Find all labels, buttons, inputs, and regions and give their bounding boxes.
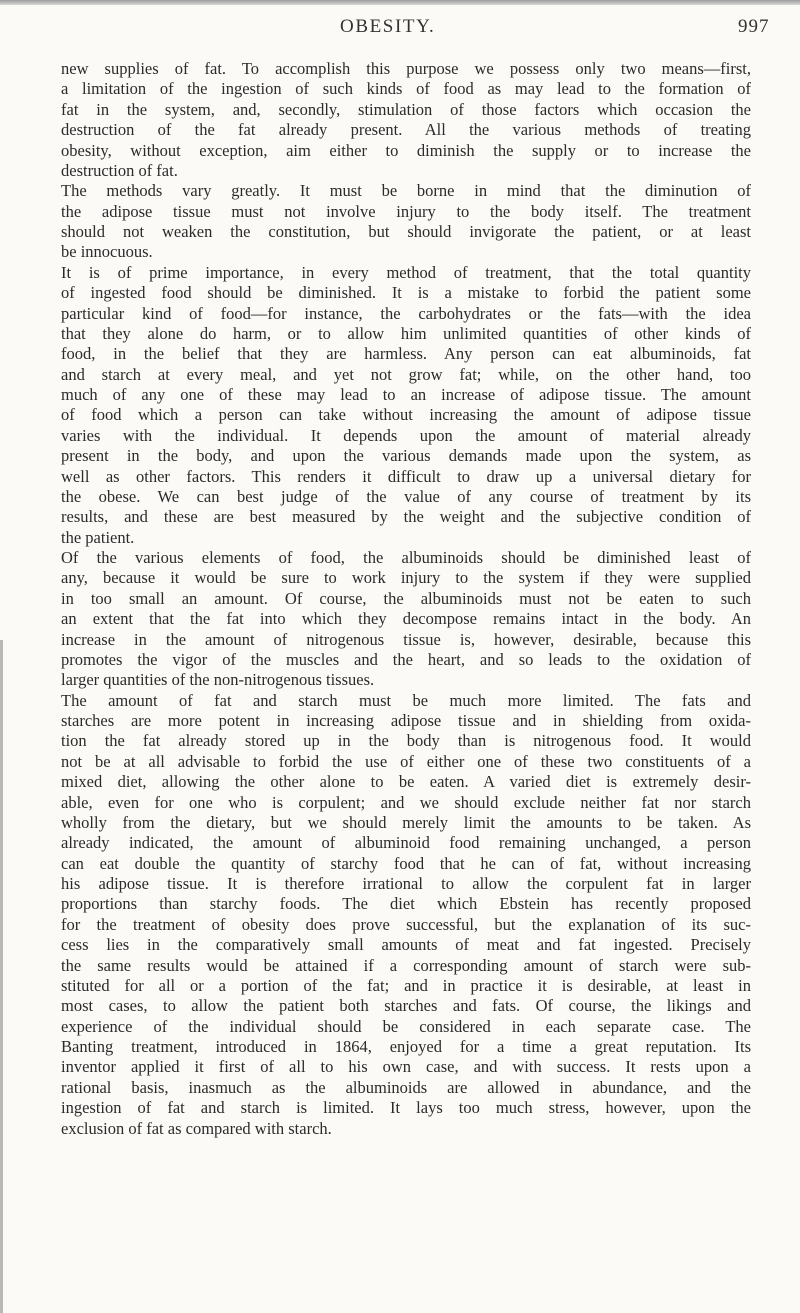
text-line: of ingested food should be diminished. It is a mistake to forbid the patient some (61, 283, 751, 303)
text-line: inventor applied it first of all to his own case, and with success. It rests upon a (61, 1057, 751, 1077)
text-line: a limitation of the ingestion of such kinds of food as may lead to the formation of (61, 79, 751, 99)
left-edge-rule (0, 640, 3, 1313)
text-line: Banting treatment, introduced in 1864, enjoyed for a time a great reputation. Its (61, 1037, 751, 1056)
paragraph (61, 59, 751, 181)
text-line: results, and these are best measured by the weight and the subjective condition of (61, 507, 751, 527)
text-line: rational basis, inasmuch as the albuminoids are allowed in abundance, and the (61, 1077, 751, 1097)
text-line: obesity, without exception, aim either to diminish the supply or to increase the (61, 140, 751, 160)
text-line: experience of the individual should be considered in each separate case. The (61, 1016, 751, 1036)
text-line: the obese. We can best judge of the value of any course of treatment by its (61, 486, 751, 506)
text-line: fat in the system, and, secondly, stimulation of those factors which occasion the (61, 99, 751, 119)
text-line: stituted for all or a portion of the fat; and in practice it is desirable, at least in (61, 975, 751, 995)
text-line: of food which a person can take without increasing the amount of adipose tissue (61, 405, 751, 425)
text-line: present in the body, and upon the various demands made upon the system, as (61, 446, 751, 466)
text-line: promotes the vigor of the muscles and the heart, and so leads to the oxidation of (61, 649, 751, 669)
text-line: new supplies of fat. To accomplish this purpose we possess only two means—first, (61, 59, 751, 78)
text-line: the adipose tissue must not involve injury to the body itself. The treatment (61, 201, 751, 221)
text-line: tion the fat already stored up in the body than is nitrogenous food. It would (61, 731, 751, 751)
text-line: an extent that the fat into which they decompose remains intact in the body. An (61, 609, 751, 629)
text-line: much of any one of these may lead to an increase of adipose tissue. The amount (61, 385, 751, 404)
text-line: varies with the individual. It depends upon the amount of material already (61, 425, 751, 445)
text-line: well as other factors. This renders it difficult to draw up a universal dietary for (61, 466, 751, 486)
text-line: any, because it would be sure to work injury to the system if they were supplied (61, 568, 751, 588)
text-line: The methods vary greatly. It must be borne in mind that the diminution of (61, 181, 751, 201)
text-line: Of the various elements of food, the albuminoids should be diminished least of (61, 548, 751, 567)
text-line: most cases, to allow the patient both starches and fats. Of course, the likings and (61, 996, 751, 1016)
text-line: the patient. (61, 527, 135, 547)
body-text (61, 59, 751, 1139)
running-head: OBESITY. (340, 16, 436, 37)
text-line: exclusion of fat as compared with starch. (61, 1118, 332, 1138)
text-line: increase in the amount of nitrogenous tissue is, however, desirable, because this (61, 629, 751, 649)
text-line: that they alone do harm, or to allow him unlimited quantities of other kinds of (61, 323, 751, 343)
text-line: his adipose tissue. It is therefore irrational to allow the corpulent fat in larger (61, 874, 751, 893)
text-line: the same results would be attained if a corresponding amount of starch were sub- (61, 955, 751, 975)
text-line: be innocuous. (61, 242, 153, 262)
paragraph (61, 691, 751, 1139)
text-line: starches are more potent in increasing adipose tissue and in shielding from oxida- (61, 711, 751, 730)
text-line: proportions than starchy foods. The diet which Ebstein has recently proposed (61, 894, 751, 914)
text-line: mixed diet, allowing the other alone to be eaten. A varied diet is extremely desir- (61, 772, 751, 792)
page-header (0, 0, 800, 60)
paragraph (61, 181, 751, 263)
text-line: for the treatment of obesity does prove successful, but the explanation of its suc- (61, 914, 751, 934)
paragraph (61, 263, 751, 548)
text-line: larger quantities of the non-nitrogenous tissues. (61, 670, 375, 690)
text-line: wholly from the dietary, but we should merely limit the amounts to be taken. As (61, 812, 751, 832)
text-line: can eat double the quantity of starchy food that he can of fat, without increasing (61, 853, 751, 873)
text-line: already indicated, the amount of albuminoid food remaining unchanged, a person (61, 833, 751, 853)
page-number: 997 (738, 16, 770, 37)
text-line: The amount of fat and starch must be much more limited. The fats and (61, 690, 751, 710)
text-line: ingestion of fat and starch is limited. It lays too much stress, however, upon the (61, 1098, 751, 1118)
text-line: particular kind of food—for instance, the carbohydrates or the fats—with the idea (61, 303, 751, 323)
text-line: destruction of fat. (61, 160, 178, 180)
text-line: should not weaken the constitution, but should invigorate the patient, or at least (61, 222, 751, 241)
text-line: food, in the belief that they are harmless. Any person can eat albuminoids, fat (61, 344, 751, 364)
text-line: not be at all advisable to forbid the use of either one of these two constituents of a (61, 751, 751, 771)
text-line: able, even for one who is corpulent; and we should exclude neither fat nor starch (61, 792, 751, 812)
text-line: cess lies in the comparatively small amounts of meat and fat ingested. Precisely (61, 935, 751, 955)
text-line: in too small an amount. Of course, the albuminoids must not be eaten to such (61, 588, 751, 608)
text-line: It is of prime importance, in every method of treatment, that the total quantity (61, 262, 751, 282)
text-line: and starch at every meal, and yet not grow fat; while, on the other hand, too (61, 364, 751, 384)
paragraph (61, 548, 751, 691)
text-line: destruction of the fat already present. All the various methods of treating (61, 120, 751, 140)
